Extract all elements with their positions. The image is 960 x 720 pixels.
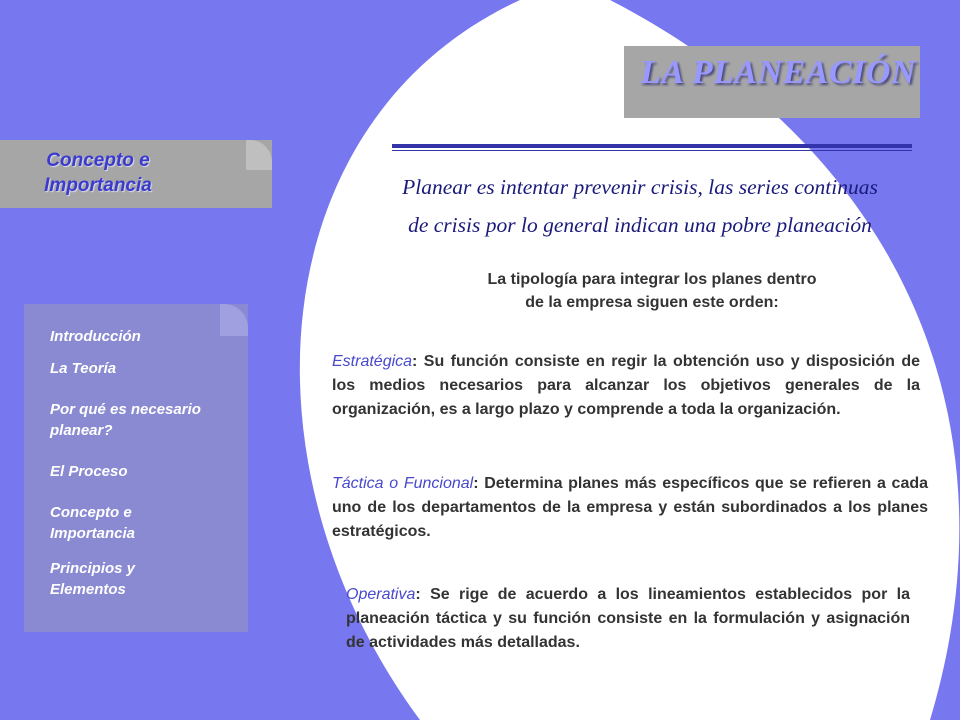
typology-intro (412, 268, 892, 314)
nav-item-label-line-2: Elementos (50, 581, 126, 598)
title-divider (392, 144, 912, 148)
plan-type-term: Operativa (346, 586, 416, 603)
nav-item-el-proceso[interactable] (50, 461, 250, 482)
title-divider-thin (392, 150, 912, 151)
nav-item-label-line-2: planear? (50, 422, 113, 439)
slide-title: LA PLANEACIÓN (640, 54, 916, 91)
title-banner (624, 46, 920, 118)
quote-line-2: de crisis por lo general indican una pobre planeación (408, 213, 872, 237)
navigation-panel (24, 304, 248, 632)
nav-item-label: Concepto e (50, 504, 132, 521)
section-tab-label (0, 148, 196, 198)
nav-item-label: El Proceso (50, 463, 128, 480)
plan-type-tactica: Táctica o Funcional: Determina planes más específicos que se refieren a cada uno de los departamentos de la empresa y están subordinados a los planes estratégicos. (332, 475, 929, 540)
nav-item-label: Introducción (50, 328, 141, 345)
quote-line-1: Planear es intentar prevenir crisis, las series continuas (402, 175, 878, 199)
plan-type-description: Determina planes más específicos que se refieren a cada uno de los departamentos de la empresa y están subordinados a los planes estratégicos. (332, 475, 929, 540)
nav-item-introduccion[interactable] (50, 326, 250, 347)
current-section-tab (0, 140, 272, 208)
intro-line-1: La tipología para integrar los planes dentro (487, 271, 817, 288)
intro-line-2: de la empresa siguen este orden: (525, 294, 779, 311)
section-tab-line-1: Concepto e (46, 150, 150, 171)
nav-item-label: Principios y (50, 560, 136, 577)
nav-item-label: La Teoría (50, 360, 117, 377)
section-tab-line-2: Importancia (44, 175, 152, 196)
plan-type-term: Estratégica (332, 353, 413, 370)
plan-type-description: Su función consiste en regir la obtención uso y disposición de los medios necesarios para alcanzar los objetivos generales de la organización, es a largo plazo y comprende a toda la organización. (332, 353, 920, 418)
nav-item-label: Por qué es necesario (50, 401, 201, 418)
nav-item-por-que-es-necesario[interactable] (50, 399, 250, 441)
nav-item-concepto-e-importancia[interactable] (50, 502, 250, 544)
plan-type-description: Se rige de acuerdo a los lineamientos establecidos por la planeación táctica y su función consiste en la formulación y asignación de actividades más detalladas. (346, 586, 910, 651)
plan-type-term: Táctica o Funcional (332, 475, 474, 492)
plan-type-estrategica: Estratégica: Su función consiste en regir la obtención uso y disposición de los medios necesarios para alcanzar los objetivos generales de la organización, es a largo plazo y comprende a toda la organización. (332, 353, 920, 418)
plan-type-operativa: Operativa: Se rige de acuerdo a los lineamientos establecidos por la planeación táctica y su función consiste en la formulación y asignación de actividades más detalladas. (346, 586, 910, 651)
tab-corner-decoration (246, 140, 272, 170)
nav-item-label-line-2: Importancia (50, 525, 136, 542)
nav-item-la-teoria[interactable] (50, 358, 250, 379)
nav-item-principios-y-elementos[interactable] (50, 558, 250, 600)
planning-quote (380, 168, 900, 244)
